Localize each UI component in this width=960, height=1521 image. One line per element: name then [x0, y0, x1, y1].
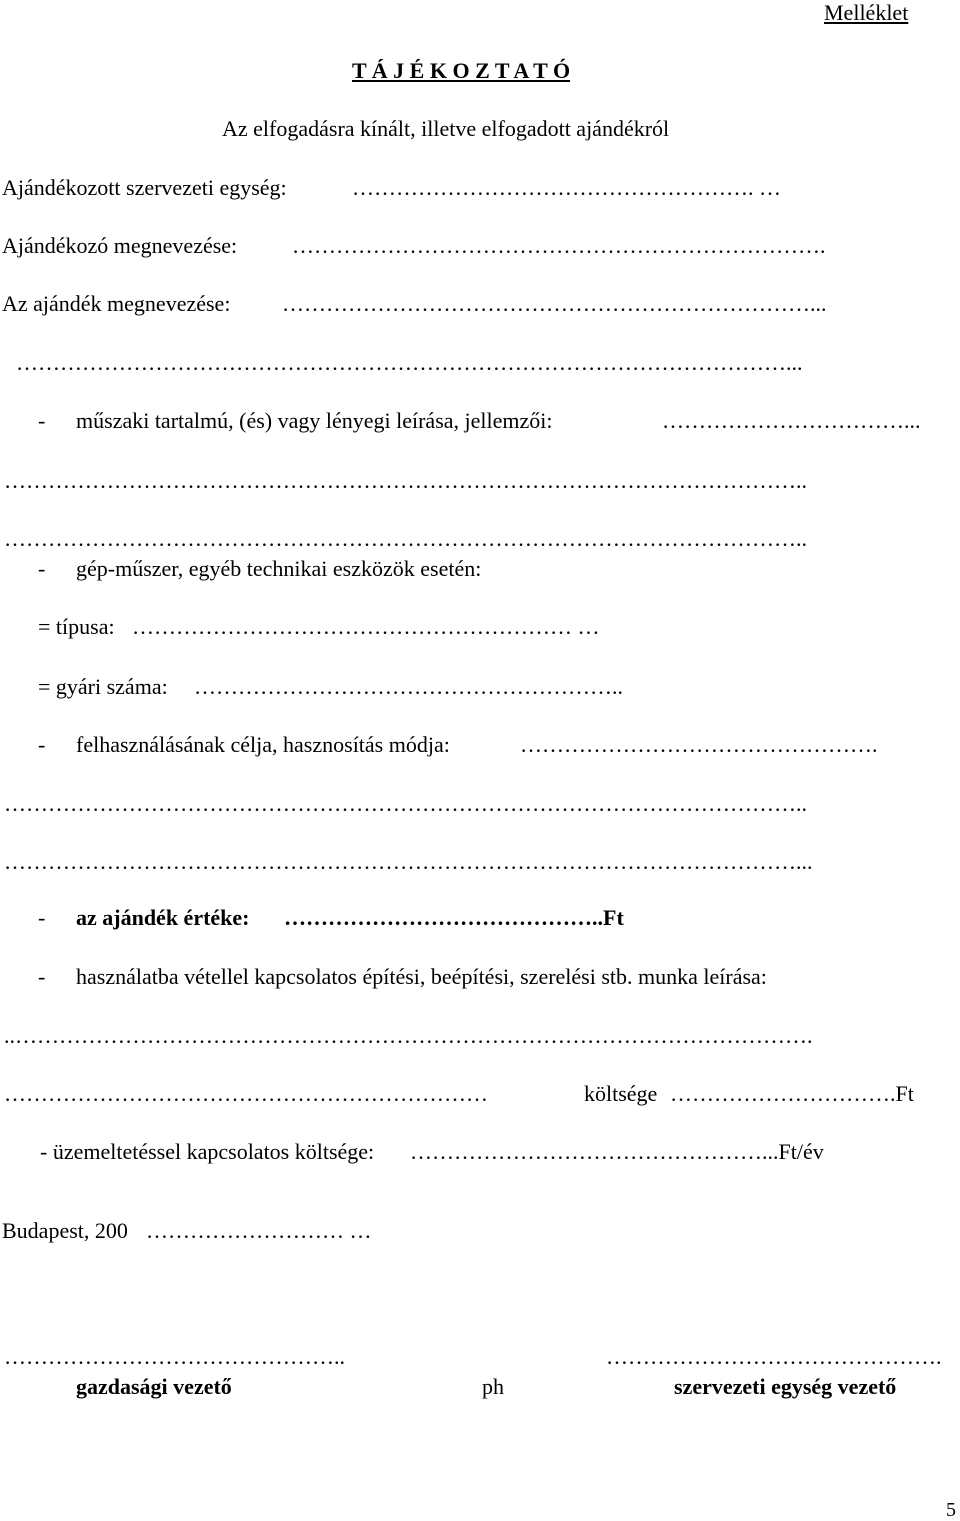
- left-signature-line[interactable]: ………………………………………..: [4, 1344, 345, 1369]
- right-signature-line[interactable]: ……………………………………….: [606, 1344, 942, 1369]
- technical-description-field-2[interactable]: ………………………………………………………………………………………………..: [4, 468, 807, 493]
- page-number: 5: [946, 1499, 956, 1521]
- document-title: T Á J É K O Z T A T Ó: [352, 58, 571, 83]
- operating-cost-field[interactable]: …………………………………………...Ft/év: [410, 1139, 824, 1164]
- bullet-dash: -: [38, 732, 46, 757]
- bullet-dash: -: [38, 964, 46, 989]
- purpose-field-3[interactable]: ………………………………………………………………………………………………...: [4, 849, 813, 874]
- gift-name-field-continued[interactable]: ……………………………………………………………………………………………...: [16, 350, 803, 375]
- installation-work-field-2[interactable]: …………………………………………………………: [4, 1081, 488, 1106]
- donor-label: Ajándékozó megnevezése:: [2, 233, 238, 258]
- type-label: = típusa:: [38, 614, 115, 639]
- right-signature-label: szervezeti egység vezető: [674, 1374, 897, 1399]
- left-signature-label: gazdasági vezető: [76, 1374, 232, 1399]
- installation-cost-label: költsége: [584, 1081, 658, 1106]
- technical-description-field-3[interactable]: ………………………………………………………………………………………………..: [4, 526, 807, 551]
- installation-work-field[interactable]: ..……………………………………………………………………………………………….: [4, 1023, 813, 1048]
- purpose-field[interactable]: ………………………………………….: [520, 732, 878, 757]
- serial-number-label: = gyári száma:: [38, 674, 168, 699]
- operating-cost-label: - üzemeltetéssel kapcsolatos költsége:: [40, 1139, 375, 1164]
- place-date-field[interactable]: ……………………… …: [146, 1218, 372, 1243]
- gift-value-field[interactable]: ……………………………………..Ft: [284, 905, 624, 930]
- org-unit-field[interactable]: ………………………………………………. …: [352, 175, 781, 200]
- place-date-label: Budapest, 200: [2, 1218, 128, 1243]
- gift-name-label: Az ajándék megnevezése:: [2, 291, 231, 316]
- technical-description-field[interactable]: ……………………………...: [662, 408, 921, 433]
- gift-value-label: az ajándék értéke:: [76, 905, 250, 930]
- org-unit-label: Ajándékozott szervezeti egység:: [2, 175, 287, 200]
- document-subtitle: Az elfogadásra kínált, illetve elfogadott ajándékról: [222, 116, 670, 141]
- attachment-label: Melléklet: [824, 0, 909, 25]
- bullet-dash: -: [38, 408, 46, 433]
- technical-description-label: műszaki tartalmú, (és) vagy lényegi leírása, jellemzői:: [76, 408, 553, 433]
- stamp-placeholder: ph: [482, 1374, 504, 1399]
- gift-name-field[interactable]: ………………………………………………………………...: [282, 291, 827, 316]
- bullet-dash: -: [38, 556, 46, 581]
- type-field[interactable]: …………………………………………………… …: [132, 614, 600, 639]
- purpose-field-2[interactable]: ………………………………………………………………………………………………..: [4, 791, 807, 816]
- purpose-label: felhasználásának célja, hasznosítás módja:: [76, 732, 450, 757]
- equipment-label: gép-műszer, egyéb technikai eszközök esetén:: [76, 556, 482, 581]
- donor-field[interactable]: ……………………………………………………………….: [292, 233, 826, 258]
- installation-work-label: használatba vétellel kapcsolatos építési, beépítési, szerelési stb. munka leírása:: [76, 964, 767, 989]
- serial-number-field[interactable]: …………………………………………………..: [194, 674, 623, 699]
- bullet-dash: -: [38, 905, 46, 930]
- installation-cost-field[interactable]: ………………………….Ft: [670, 1081, 914, 1106]
